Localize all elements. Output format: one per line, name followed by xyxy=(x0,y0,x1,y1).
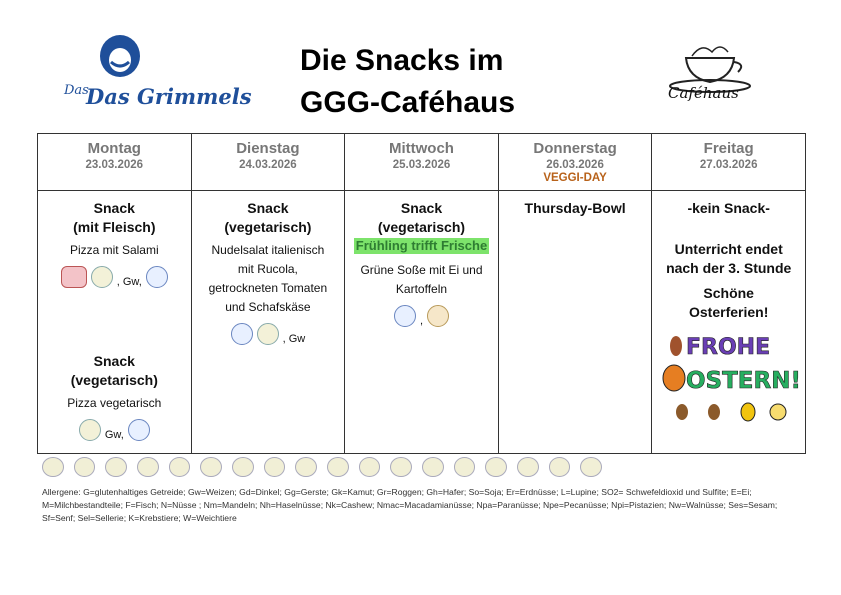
wheat-icon xyxy=(137,457,159,477)
page-title: Die Snacks im GGG-Caféhaus xyxy=(300,44,516,119)
crab-icon xyxy=(169,457,191,477)
snail-icon xyxy=(517,457,539,477)
day-header-thursday: Donnerstag 26.03.2026 VEGGI-DAY xyxy=(498,134,652,191)
grimmels-logo xyxy=(62,34,252,118)
day-header-friday: Freitag 27.03.2026 xyxy=(652,134,806,191)
allergen-legend: Allergene: G=glutenhaltiges Getreide; Gw=Weizen; Gd=Dinkel; Gg=Gerste; Gk=Kamut; Gr=Roggen; Gh=Hafer; So=Soja; Er=Erdnüsse; L=Lupine; SO2= Schwefeldioxid und Sulfite; E=Ei; M=Milchbestandteile; F=Fisch; N=Nüsse ; Nm=Mandeln; Nh=Haselnüsse; Nk=Cashew; Nmac=Macadamianüsse; Npa=Paranüsse; Npe=Pecanüsse; Npi=Pistazien; Nw=Walnüsse; Ses=Sesam; Sf=Senf; Sel=Sellerie; K=Krebstiere; W=Weichtiere xyxy=(42,487,778,523)
monday-cell: Snack (mit Fleisch) Pizza mit Salami , Gw, Snack (vegetarisch) Pizza vegetarisch Gw, xyxy=(38,191,192,454)
chicken-icon xyxy=(42,457,64,477)
allergen-icons: , Gw, xyxy=(38,266,191,288)
day-header-wednesday: Mittwoch 25.03.2026 xyxy=(345,134,499,191)
lupine-icon xyxy=(485,457,507,477)
milk-icon xyxy=(327,457,349,477)
sulfite-icon xyxy=(580,457,602,477)
cafehaus-logo-text: Caféhaus xyxy=(668,84,739,102)
soy-icon xyxy=(295,457,317,477)
snack-table xyxy=(37,133,806,454)
cow-icon xyxy=(105,457,127,477)
milk-icon xyxy=(128,419,150,441)
thursday-cell: Thursday-Bowl xyxy=(498,191,652,454)
allergen-icons: Gw, xyxy=(38,419,191,441)
milk-icon xyxy=(394,305,416,327)
nut-icon xyxy=(359,457,381,477)
grimmels-logo-text: Das Grimmels xyxy=(86,84,252,109)
milk-icon xyxy=(231,323,253,345)
mustard-icon xyxy=(422,457,444,477)
milk-icon xyxy=(146,266,168,288)
cafehaus-logo xyxy=(658,38,760,102)
easter-greeting-image xyxy=(662,332,801,422)
egg-icon xyxy=(200,457,222,477)
peanut-icon xyxy=(264,457,286,477)
celery-icon xyxy=(390,457,412,477)
friday-cell: -kein Snack- Unterricht endet nach der 3. Stunde Schöne Osterferien! FROHE OSTERN! xyxy=(652,191,806,454)
highlight-label: Frühling trifft Frische xyxy=(355,238,488,253)
wednesday-cell: Snack (vegetarisch) Frühling trifft Frische Grüne Soße mit Ei und Kartoffeln , xyxy=(345,191,499,454)
pig-icon xyxy=(74,457,96,477)
pork-icon xyxy=(61,266,87,288)
allergen-legend-icons xyxy=(42,456,602,478)
veggi-day-badge: VEGGI-DAY xyxy=(543,172,607,184)
easter-text-2: OSTERN! xyxy=(685,368,801,394)
wheat-icon xyxy=(91,266,113,288)
wheat-icon xyxy=(257,323,279,345)
wheat-icon xyxy=(79,419,101,441)
sesame-icon xyxy=(454,457,476,477)
allergen-icons: , Gw xyxy=(192,323,345,345)
shellfish-icon xyxy=(549,457,571,477)
svg-text:Das: Das xyxy=(64,83,89,98)
fish-icon xyxy=(232,457,254,477)
allergen-icons: , xyxy=(345,305,498,327)
tuesday-cell: Snack (vegetarisch) Nudelsalat italienisch mit Rucola, getrockneten Tomaten und Schafskäse , Gw xyxy=(191,191,345,454)
day-header-monday: Montag 23.03.2026 xyxy=(38,134,192,191)
egg-icon xyxy=(427,305,449,327)
day-header-tuesday: Dienstag 24.03.2026 xyxy=(191,134,345,191)
easter-text-1: FROHE xyxy=(685,335,770,360)
